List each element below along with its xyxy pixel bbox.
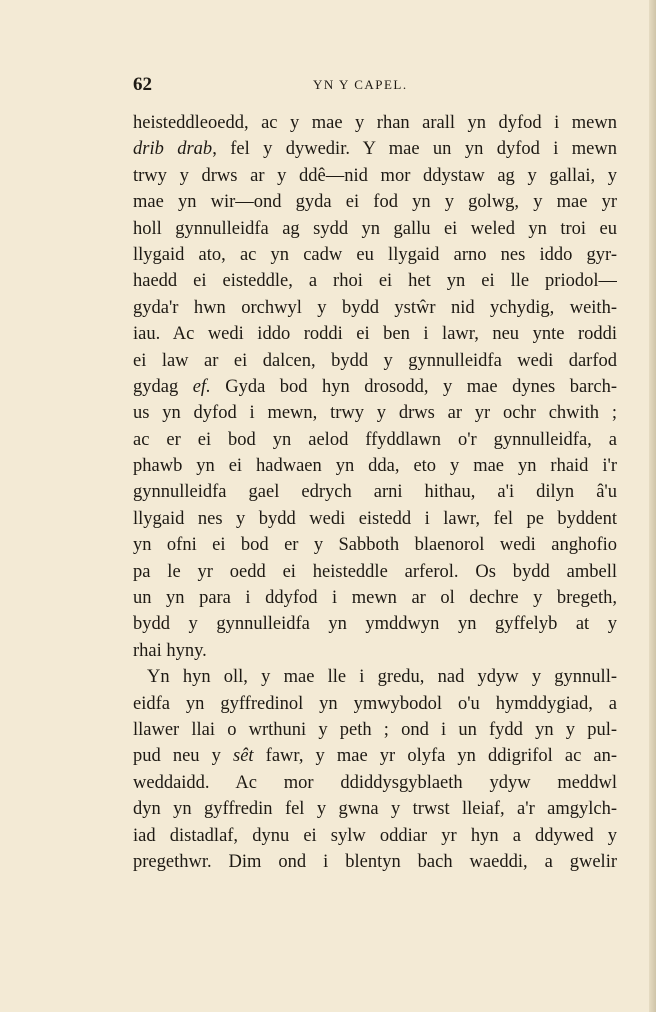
text-line: us yn dyfod i mewn, trwy y drws ar yr ochr chwith ; xyxy=(133,403,617,424)
body-text xyxy=(133,110,617,875)
text-line: haedd ei eisteddle, a rhoi ei het yn ei lle priodol— xyxy=(133,271,617,292)
text-line: yn ofni ei bod er y Sabboth blaenorol wedi anghofio xyxy=(133,535,617,556)
text-line: pregethwr. Dim ond i blentyn bach waeddi, a gwelir xyxy=(133,851,617,872)
text-line: eidfa yn gyffredinol yn ymwybodol o'u hymddygiad, a xyxy=(133,693,617,714)
text-line: dyn yn gyffredin fel y gwna y trwst lleiaf, a'r amgylch- xyxy=(133,799,617,820)
text-line: iau. Ac wedi iddo roddi ei ben i lawr, neu ynte roddi xyxy=(133,324,617,345)
page-header xyxy=(133,73,616,97)
text-line: gynnulleidfa gael edrych arni hithau, a'i dilyn â'u xyxy=(133,482,617,503)
text-line: trwy y drws ar y ddê—nid mor ddystaw ag y gallai, y xyxy=(133,165,617,186)
text-line: llawer llai o wrthuni y peth ; ond i un fydd yn y pul- xyxy=(133,719,617,740)
text-line: phawb yn ei hadwaen yn dda, eto y mae yn rhaid i'r xyxy=(133,456,617,477)
text-line: pud neu y sêt fawr, y mae yr olyfa yn ddigrifol ac an- xyxy=(133,746,617,767)
text-line: mae yn wir—ond gyda ei fod yn y golwg, y mae yr xyxy=(133,192,617,213)
text-line: drib drab, fel y dywedir. Y mae un yn dyfod i mewn xyxy=(133,139,617,160)
text-line: iad distadlaf, dynu ei sylw oddiar yr hyn a ddywed y xyxy=(133,825,617,846)
page-number: 62 xyxy=(133,74,152,95)
text-line: rhai hyny. xyxy=(133,640,207,661)
text-line: bydd y gynnulleidfa yn ymddwyn yn gyffelyb at y xyxy=(133,614,617,635)
text-line: weddaidd. Ac mor ddiddysgyblaeth ydyw meddwl xyxy=(133,772,617,793)
text-line: gyda'r hwn orchwyl y bydd ystŵr nid ychydig, weith- xyxy=(133,297,617,318)
text-line: un yn para i ddyfod i mewn ar ol dechre y bregeth, xyxy=(133,588,617,609)
text-line: ei law ar ei dalcen, bydd y gynnulleidfa wedi darfod xyxy=(133,350,617,371)
running-head: YN Y CAPEL. xyxy=(313,77,408,92)
text-line: pa le yr oedd ei heisteddle arferol. Os bydd ambell xyxy=(133,561,617,582)
text-line: heisteddleoedd, ac y mae y rhan arall yn dyfod i mewn xyxy=(133,113,617,133)
page-edge xyxy=(649,0,656,1012)
text-line: llygaid ato, ac yn cadw eu llygaid arno nes iddo gyr- xyxy=(133,244,617,265)
text-line: holl gynnulleidfa ag sydd yn gallu ei weled yn troi eu xyxy=(133,218,617,239)
text-line: Yn hyn oll, y mae lle i gredu, nad ydyw y gynnull- xyxy=(147,667,617,688)
text-line: ac er ei bod yn aelod ffyddlawn o'r gynnulleidfa, a xyxy=(133,429,617,450)
text-line: gydag ef. Gyda bod hyn drosodd, y mae dynes barch- xyxy=(133,376,617,397)
text-line: llygaid nes y bydd wedi eistedd i lawr, fel pe byddent xyxy=(133,508,617,529)
